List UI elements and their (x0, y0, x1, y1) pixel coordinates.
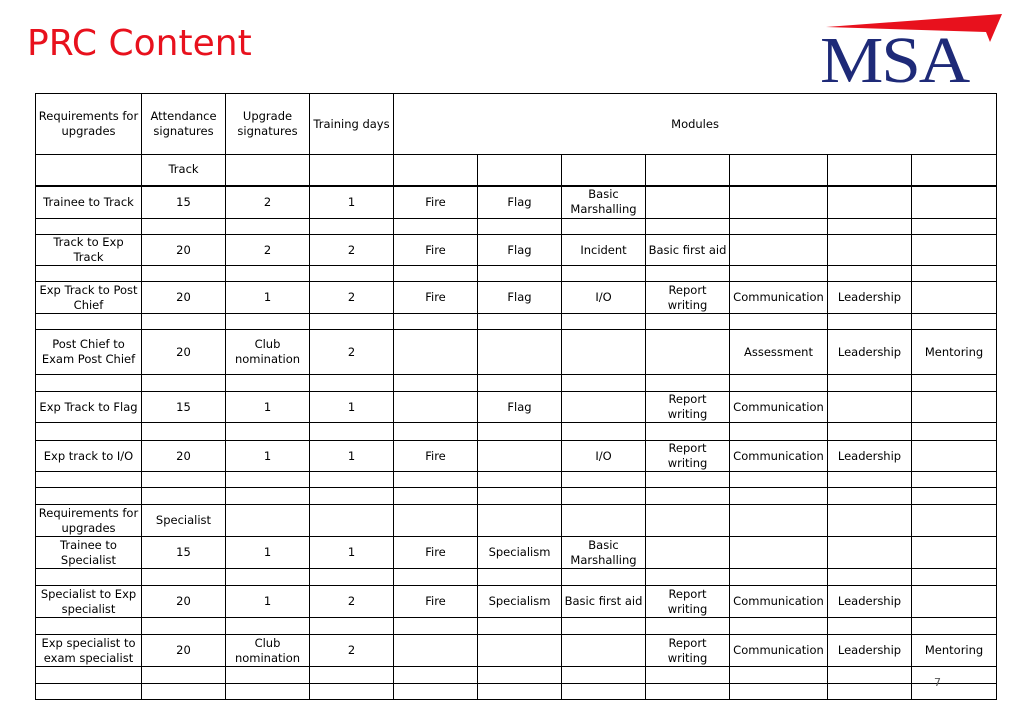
table-cell: Specialism (478, 537, 562, 569)
table-cell: 20 (142, 635, 226, 667)
table-row (36, 505, 997, 537)
table-cell: Assessment (730, 330, 828, 375)
table-cell (226, 375, 310, 392)
table-cell (562, 472, 646, 488)
table-cell (394, 155, 478, 186)
table-cell (310, 472, 394, 488)
table-cell (142, 488, 226, 505)
table-cell: Flag (478, 186, 562, 219)
table-cell: Communication (730, 282, 828, 314)
table-cell (394, 314, 478, 330)
table-cell (828, 392, 912, 423)
table-cell (912, 375, 997, 392)
table-cell (310, 219, 394, 235)
table-cell: Club nomination (226, 635, 310, 667)
table-cell: Training days (310, 94, 394, 155)
table-cell (912, 569, 997, 586)
table-cell (730, 667, 828, 684)
table-cell (226, 472, 310, 488)
table-cell: Modules (394, 94, 997, 155)
table-cell: I/O (562, 282, 646, 314)
table-cell (394, 392, 478, 423)
table-cell (36, 618, 142, 635)
table-cell (730, 186, 828, 219)
table-cell (562, 684, 646, 700)
table-cell (394, 569, 478, 586)
table-cell: Track to Exp Track (36, 235, 142, 266)
table-cell: 1 (226, 441, 310, 472)
table-cell (226, 266, 310, 282)
table-cell (912, 314, 997, 330)
table-cell (730, 618, 828, 635)
table-cell (310, 667, 394, 684)
table-cell (912, 488, 997, 505)
table-cell (646, 505, 730, 537)
table-cell (730, 155, 828, 186)
table-cell (562, 392, 646, 423)
table-cell: Basic first aid (646, 235, 730, 266)
table-cell (478, 667, 562, 684)
table-cell (226, 488, 310, 505)
table-cell (912, 441, 997, 472)
table-cell (478, 155, 562, 186)
table-cell (478, 375, 562, 392)
table-cell (226, 618, 310, 635)
table-cell (142, 569, 226, 586)
table-cell (310, 155, 394, 186)
table-cell (478, 635, 562, 667)
table-cell (562, 618, 646, 635)
table-cell (730, 423, 828, 441)
table-cell (394, 266, 478, 282)
table-cell: Specialist to Exp specialist (36, 586, 142, 618)
table-cell: Track (142, 155, 226, 186)
table-cell (394, 472, 478, 488)
table-cell (226, 314, 310, 330)
table-cell: 20 (142, 235, 226, 266)
table-cell: Report writing (646, 635, 730, 667)
table-cell (36, 266, 142, 282)
table-cell: Basic Marshalling (562, 186, 646, 219)
table-cell (310, 618, 394, 635)
table-cell (310, 423, 394, 441)
table-cell (646, 618, 730, 635)
table-row (36, 392, 997, 423)
table-cell (394, 667, 478, 684)
table-cell: Communication (730, 392, 828, 423)
msa-logo (816, 12, 1008, 97)
table-cell (730, 235, 828, 266)
table-cell: Leadership (828, 441, 912, 472)
table-cell: Upgrade signatures (226, 94, 310, 155)
table-cell (394, 618, 478, 635)
table-cell (36, 375, 142, 392)
table-cell (142, 618, 226, 635)
table-cell (310, 375, 394, 392)
table-cell: Flag (478, 392, 562, 423)
table-cell (646, 266, 730, 282)
table-cell (912, 586, 997, 618)
table-cell: 15 (142, 186, 226, 219)
table-cell (912, 392, 997, 423)
table-cell (36, 472, 142, 488)
table-cell (730, 488, 828, 505)
table-cell: Basic Marshalling (562, 537, 646, 569)
table-cell (562, 667, 646, 684)
table-row (36, 667, 997, 684)
table-cell (142, 684, 226, 700)
table-cell: Exp specialist to exam specialist (36, 635, 142, 667)
table-cell: 1 (226, 537, 310, 569)
table-cell: Fire (394, 186, 478, 219)
table-cell (478, 441, 562, 472)
table-cell (394, 375, 478, 392)
table-cell (394, 684, 478, 700)
table-cell (828, 375, 912, 392)
table-cell (828, 472, 912, 488)
table-cell: Communication (730, 586, 828, 618)
table-cell (912, 684, 997, 700)
prc-content-table (35, 93, 997, 700)
table-cell (478, 472, 562, 488)
table-cell (478, 219, 562, 235)
table-row (36, 537, 997, 569)
table-cell (394, 488, 478, 505)
table-cell: Attendance signatures (142, 94, 226, 155)
table-cell: 2 (310, 635, 394, 667)
table-row (36, 266, 997, 282)
table-row (36, 375, 997, 392)
table-cell: Incident (562, 235, 646, 266)
table-cell (310, 569, 394, 586)
table-cell (646, 569, 730, 586)
table-cell (730, 537, 828, 569)
table-cell (730, 266, 828, 282)
table-cell (730, 684, 828, 700)
table-cell (310, 488, 394, 505)
logo-text: MSA (820, 24, 969, 97)
table-cell: Report writing (646, 586, 730, 618)
table-cell (912, 155, 997, 186)
table-row (36, 472, 997, 488)
table-cell: Mentoring (912, 635, 997, 667)
table-cell (310, 505, 394, 537)
table-cell (912, 423, 997, 441)
table-cell (36, 219, 142, 235)
table-cell: Leadership (828, 330, 912, 375)
table-cell (478, 314, 562, 330)
table-cell: Flag (478, 282, 562, 314)
table-cell: 2 (226, 235, 310, 266)
table-row (36, 219, 997, 235)
table-cell: Specialism (478, 586, 562, 618)
table-cell (912, 235, 997, 266)
table-cell: 1 (310, 537, 394, 569)
table-cell (142, 472, 226, 488)
table-cell (730, 505, 828, 537)
table-cell (562, 219, 646, 235)
table-cell (562, 569, 646, 586)
table-cell: 20 (142, 441, 226, 472)
table-cell (562, 155, 646, 186)
table-cell: Report writing (646, 441, 730, 472)
table-cell (828, 569, 912, 586)
table-cell: Fire (394, 282, 478, 314)
table-cell (828, 235, 912, 266)
table-cell: Leadership (828, 282, 912, 314)
table-cell (226, 684, 310, 700)
table-cell: Communication (730, 441, 828, 472)
table-cell (36, 569, 142, 586)
table-cell (828, 618, 912, 635)
table-cell (646, 472, 730, 488)
table-cell (36, 423, 142, 441)
table-row (36, 282, 997, 314)
table-cell: 1 (226, 586, 310, 618)
table-row (36, 441, 997, 472)
table-cell (142, 219, 226, 235)
table-cell: 20 (142, 586, 226, 618)
table-cell (478, 569, 562, 586)
table-cell (562, 314, 646, 330)
table-cell (730, 569, 828, 586)
table-cell (562, 423, 646, 441)
table-cell: I/O (562, 441, 646, 472)
table-cell (828, 314, 912, 330)
table-cell (828, 667, 912, 684)
table-cell: Trainee to Specialist (36, 537, 142, 569)
table-cell: Fire (394, 537, 478, 569)
table-row (36, 618, 997, 635)
table-cell: 2 (310, 235, 394, 266)
table-cell (478, 423, 562, 441)
page-number: 7 (934, 676, 941, 689)
table-row (36, 94, 997, 155)
table-row (36, 423, 997, 441)
table-cell (730, 219, 828, 235)
table-cell (828, 423, 912, 441)
table-cell (310, 684, 394, 700)
table-cell: Exp track to I/O (36, 441, 142, 472)
table-cell: Post Chief to Exam Post Chief (36, 330, 142, 375)
table-cell (828, 219, 912, 235)
table-cell (394, 423, 478, 441)
table-cell (36, 684, 142, 700)
table-cell (394, 635, 478, 667)
table-cell (730, 472, 828, 488)
table-cell: Specialist (142, 505, 226, 537)
table-cell (730, 314, 828, 330)
table-cell (912, 537, 997, 569)
table-cell: Club nomination (226, 330, 310, 375)
table-cell (828, 266, 912, 282)
table-row (36, 314, 997, 330)
table-cell (912, 667, 997, 684)
table-cell (912, 282, 997, 314)
table-cell (226, 569, 310, 586)
table-cell (142, 266, 226, 282)
table-cell: Fire (394, 586, 478, 618)
table-cell: Report writing (646, 392, 730, 423)
table-row (36, 235, 997, 266)
table-cell (562, 488, 646, 505)
table-cell (646, 684, 730, 700)
table-cell (478, 618, 562, 635)
table-cell (226, 219, 310, 235)
table-cell: 15 (142, 537, 226, 569)
table-cell (646, 537, 730, 569)
table-cell: 1 (310, 441, 394, 472)
table-row (36, 155, 997, 186)
table-cell (142, 667, 226, 684)
table-cell (142, 314, 226, 330)
table-cell: Basic first aid (562, 586, 646, 618)
table-cell (828, 186, 912, 219)
table-row (36, 586, 997, 618)
table-cell: 20 (142, 330, 226, 375)
table-cell (562, 635, 646, 667)
table-cell (562, 375, 646, 392)
table-cell: 2 (310, 586, 394, 618)
table-cell (646, 314, 730, 330)
table-row (36, 684, 997, 700)
table-cell: Report writing (646, 282, 730, 314)
table-cell (478, 330, 562, 375)
table-cell: Leadership (828, 635, 912, 667)
table-cell (478, 488, 562, 505)
table-cell (828, 684, 912, 700)
table-cell (912, 472, 997, 488)
table-row (36, 186, 997, 219)
table-cell (226, 505, 310, 537)
table-cell (562, 266, 646, 282)
table-cell (912, 186, 997, 219)
table-cell: Requirements for upgrades (36, 94, 142, 155)
table-cell (912, 266, 997, 282)
table-cell (912, 505, 997, 537)
table-cell (36, 667, 142, 684)
table-cell (142, 423, 226, 441)
table-cell (478, 505, 562, 537)
table-cell (394, 330, 478, 375)
table-cell (478, 266, 562, 282)
table-cell: 1 (310, 186, 394, 219)
table-cell: Fire (394, 235, 478, 266)
table-cell: Exp Track to Flag (36, 392, 142, 423)
table-cell (36, 314, 142, 330)
table-cell (646, 155, 730, 186)
table-cell: Flag (478, 235, 562, 266)
table-cell (646, 423, 730, 441)
table-cell: 1 (226, 282, 310, 314)
table-cell: 15 (142, 392, 226, 423)
table-cell (478, 684, 562, 700)
table-cell: Trainee to Track (36, 186, 142, 219)
table-cell (394, 219, 478, 235)
table-cell (828, 488, 912, 505)
table-cell: Exp Track to Post Chief (36, 282, 142, 314)
table-cell (142, 375, 226, 392)
page-title: PRC Content (27, 23, 252, 64)
table-cell (730, 375, 828, 392)
table-cell: 1 (226, 392, 310, 423)
table-cell: 1 (310, 392, 394, 423)
table-cell: Leadership (828, 586, 912, 618)
table-cell (36, 488, 142, 505)
table-cell (646, 667, 730, 684)
table-cell (310, 314, 394, 330)
table-cell (912, 618, 997, 635)
table-cell: 2 (310, 330, 394, 375)
table-row (36, 569, 997, 586)
table-cell: 2 (226, 186, 310, 219)
table-cell: Mentoring (912, 330, 997, 375)
table-cell (646, 488, 730, 505)
table-cell (226, 423, 310, 441)
table-cell (562, 330, 646, 375)
table-cell (828, 537, 912, 569)
table-cell (394, 505, 478, 537)
table-cell (828, 155, 912, 186)
table-row (36, 488, 997, 505)
table-cell: Requirements for upgrades (36, 505, 142, 537)
table-cell (646, 219, 730, 235)
table-cell (912, 219, 997, 235)
table-row (36, 330, 997, 375)
table-cell (646, 330, 730, 375)
table-cell (646, 375, 730, 392)
table-cell (226, 667, 310, 684)
table-cell (646, 186, 730, 219)
table-cell (828, 505, 912, 537)
table-cell: 2 (310, 282, 394, 314)
table-cell (562, 505, 646, 537)
table-cell (310, 266, 394, 282)
table-cell: 20 (142, 282, 226, 314)
table-cell: Fire (394, 441, 478, 472)
table-row (36, 635, 997, 667)
table-cell (36, 155, 142, 186)
table-cell (226, 155, 310, 186)
table-cell: Communication (730, 635, 828, 667)
